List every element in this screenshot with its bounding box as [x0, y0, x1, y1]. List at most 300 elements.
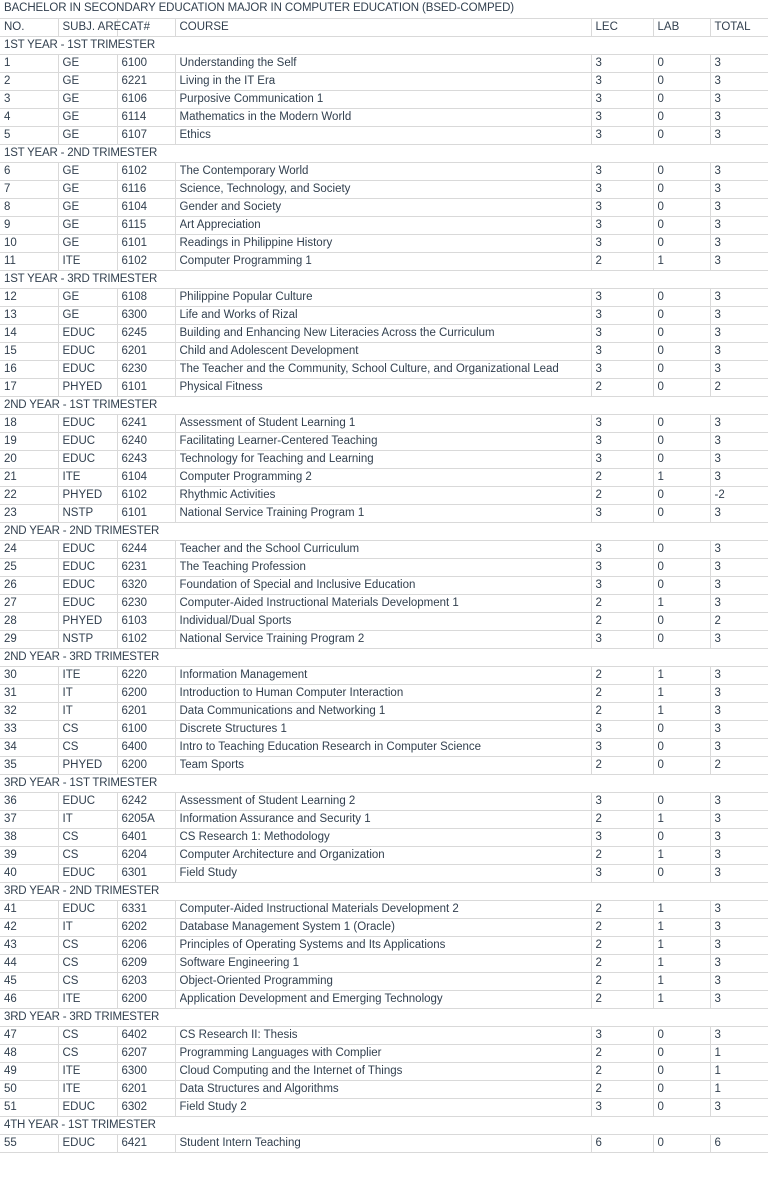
table-row[interactable] [0, 162, 768, 180]
cell-cat-no: 6114 [117, 108, 175, 126]
table-row[interactable] [0, 1026, 768, 1044]
cell-no: 44 [0, 954, 58, 972]
cell-no: 13 [0, 306, 58, 324]
column-header-total: TOTAL [710, 18, 768, 36]
cell-no: 4 [0, 108, 58, 126]
column-header-no: NO. [0, 18, 58, 36]
cell-cat-no: 6242 [117, 792, 175, 810]
cell-course [175, 972, 591, 990]
cell-subject-area: EDUC [58, 558, 117, 576]
cell-cat-no: 6230 [117, 594, 175, 612]
cell-no: 19 [0, 432, 58, 450]
table-row[interactable] [0, 666, 768, 684]
cell-subject-area: ITE [58, 468, 117, 486]
cell-total: 3 [710, 432, 768, 450]
cell-lec: 2 [591, 954, 653, 972]
cell-lab: 1 [653, 684, 710, 702]
cell-course [175, 306, 591, 324]
cell-total: 3 [710, 558, 768, 576]
cell-no: 43 [0, 936, 58, 954]
table-row[interactable] [0, 594, 768, 612]
course-title: Readings in Philippine History [179, 236, 333, 249]
cell-lab: 1 [653, 666, 710, 684]
cell-course [175, 450, 591, 468]
cell-subject-area: EDUC [58, 900, 117, 918]
cell-lec: 2 [591, 702, 653, 720]
table-row[interactable] [0, 630, 768, 648]
table-row[interactable] [0, 864, 768, 882]
cell-subject-area: EDUC [58, 792, 117, 810]
cell-subject-area: GE [58, 72, 117, 90]
cell-no: 48 [0, 1044, 58, 1062]
cell-lab: 1 [653, 594, 710, 612]
table-row[interactable] [0, 180, 768, 198]
cell-course [175, 198, 591, 216]
cell-no: 32 [0, 702, 58, 720]
cell-lab: 0 [653, 612, 710, 630]
cell-total: 3 [710, 198, 768, 216]
document-title-row [0, 0, 768, 18]
cell-course [175, 504, 591, 522]
cell-total: 3 [710, 54, 768, 72]
cell-lab: 0 [653, 558, 710, 576]
cell-course [175, 1044, 591, 1062]
cell-cat-no: 6241 [117, 414, 175, 432]
cell-lec: 3 [591, 90, 653, 108]
cell-lab: 1 [653, 936, 710, 954]
cell-cat-no: 6108 [117, 288, 175, 306]
column-header-subject-area: SUBJ. ARE [58, 18, 117, 36]
cell-course [175, 54, 591, 72]
cell-lab: 0 [653, 540, 710, 558]
cell-lab: 1 [653, 702, 710, 720]
cell-cat-no: 6202 [117, 918, 175, 936]
cell-subject-area: EDUC [58, 540, 117, 558]
table-row[interactable] [0, 342, 768, 360]
cell-no: 29 [0, 630, 58, 648]
cell-lec: 2 [591, 756, 653, 774]
cell-cat-no: 6300 [117, 306, 175, 324]
cell-lab: 0 [653, 1026, 710, 1044]
cell-cat-no: 6220 [117, 666, 175, 684]
cell-cat-no: 6101 [117, 234, 175, 252]
table-row[interactable] [0, 540, 768, 558]
cell-subject-area: IT [58, 684, 117, 702]
course-title: The Contemporary World [179, 164, 309, 177]
cell-cat-no: 6231 [117, 558, 175, 576]
cell-lec: 3 [591, 540, 653, 558]
cell-total: 3 [710, 360, 768, 378]
cell-lab: 0 [653, 72, 710, 90]
cell-no: 3 [0, 90, 58, 108]
cell-lec: 3 [591, 504, 653, 522]
cell-lec: 2 [591, 612, 653, 630]
table-row[interactable] [0, 738, 768, 756]
cell-lec: 3 [591, 288, 653, 306]
cell-cat-no: 6201 [117, 702, 175, 720]
cell-total: 3 [710, 126, 768, 144]
cell-lab: 0 [653, 378, 710, 396]
cell-subject-area: IT [58, 918, 117, 936]
course-title: Life and Works of Rizal [179, 308, 298, 321]
cell-no: 45 [0, 972, 58, 990]
cell-lec: 3 [591, 180, 653, 198]
course-title: Assessment of Student Learning 2 [179, 794, 356, 807]
cell-course [175, 432, 591, 450]
cell-lec: 3 [591, 828, 653, 846]
cell-lec: 2 [591, 252, 653, 270]
table-row[interactable] [0, 54, 768, 72]
table-row[interactable] [0, 288, 768, 306]
cell-no: 31 [0, 684, 58, 702]
course-title: Database Management System 1 (Oracle) [179, 920, 395, 933]
cell-total: 3 [710, 576, 768, 594]
cell-lab: 0 [653, 1098, 710, 1116]
cell-course [175, 720, 591, 738]
course-title: Computer Architecture and Organization [179, 848, 385, 861]
cell-cat-no: 6402 [117, 1026, 175, 1044]
table-row[interactable] [0, 234, 768, 252]
course-title: Cloud Computing and the Internet of Things [179, 1064, 403, 1077]
cell-subject-area: EDUC [58, 450, 117, 468]
section-header-row [0, 144, 768, 162]
cell-subject-area: EDUC [58, 864, 117, 882]
cell-lec: 3 [591, 558, 653, 576]
cell-cat-no: 6116 [117, 180, 175, 198]
cell-lab: 0 [653, 414, 710, 432]
cell-no: 30 [0, 666, 58, 684]
cell-no: 38 [0, 828, 58, 846]
cell-total: 3 [710, 738, 768, 756]
cell-lec: 2 [591, 594, 653, 612]
cell-subject-area: CS [58, 936, 117, 954]
course-title: Data Structures and Algorithms [179, 1082, 339, 1095]
cell-total: 3 [710, 864, 768, 882]
cell-course [175, 936, 591, 954]
cell-lec: 2 [591, 1062, 653, 1080]
cell-course [175, 162, 591, 180]
cell-lec: 2 [591, 900, 653, 918]
cell-cat-no: 6200 [117, 756, 175, 774]
cell-total: 3 [710, 828, 768, 846]
table-row[interactable] [0, 468, 768, 486]
course-title: National Service Training Program 1 [179, 506, 365, 519]
table-row[interactable] [0, 1080, 768, 1098]
cell-lec: 2 [591, 972, 653, 990]
table-row[interactable] [0, 450, 768, 468]
cell-total: 3 [710, 972, 768, 990]
cell-no: 49 [0, 1062, 58, 1080]
course-title: CS Research II: Thesis [179, 1028, 298, 1041]
cell-total: 3 [710, 504, 768, 522]
cell-cat-no: 6104 [117, 198, 175, 216]
table-row[interactable] [0, 378, 768, 396]
cell-total: 3 [710, 810, 768, 828]
table-row[interactable] [0, 414, 768, 432]
cell-lab: 1 [653, 918, 710, 936]
cell-course [175, 666, 591, 684]
table-row[interactable] [0, 216, 768, 234]
table-row[interactable] [0, 990, 768, 1008]
cell-total: 3 [710, 288, 768, 306]
cell-lec: 3 [591, 720, 653, 738]
table-row[interactable] [0, 90, 768, 108]
cell-course [175, 684, 591, 702]
cell-total: 3 [710, 450, 768, 468]
table-row[interactable] [0, 1044, 768, 1062]
course-title: Building and Enhancing New Literacies Across the Curriculum [179, 326, 495, 339]
cell-total: 3 [710, 90, 768, 108]
table-row[interactable] [0, 954, 768, 972]
cell-course [175, 324, 591, 342]
section-header-label: 3RD YEAR - 2ND TRIMESTER [0, 882, 768, 900]
cell-course [175, 414, 591, 432]
cell-lab: 0 [653, 360, 710, 378]
cell-subject-area: GE [58, 180, 117, 198]
course-title: Introduction to Human Computer Interaction [179, 686, 404, 699]
table-row[interactable] [0, 1098, 768, 1116]
cell-total: 3 [710, 234, 768, 252]
course-title: National Service Training Program 2 [179, 632, 365, 645]
cell-total: 3 [710, 954, 768, 972]
cell-subject-area: IT [58, 810, 117, 828]
cell-lab: 0 [653, 630, 710, 648]
course-title: Field Study [179, 866, 238, 879]
table-row[interactable] [0, 360, 768, 378]
table-row[interactable] [0, 252, 768, 270]
cell-subject-area: EDUC [58, 576, 117, 594]
table-row[interactable] [0, 810, 768, 828]
cell-total: 6 [710, 1134, 768, 1152]
cell-no: 1 [0, 54, 58, 72]
cell-no: 39 [0, 846, 58, 864]
cell-lab: 0 [653, 738, 710, 756]
cell-lab: 1 [653, 954, 710, 972]
table-row[interactable] [0, 972, 768, 990]
table-row[interactable] [0, 720, 768, 738]
cell-subject-area: GE [58, 108, 117, 126]
cell-no: 17 [0, 378, 58, 396]
cell-lec: 3 [591, 126, 653, 144]
table-row[interactable] [0, 828, 768, 846]
cell-lec: 2 [591, 1044, 653, 1062]
table-row[interactable] [0, 72, 768, 90]
table-row[interactable] [0, 486, 768, 504]
cell-total: 3 [710, 414, 768, 432]
cell-total: 3 [710, 900, 768, 918]
table-row[interactable] [0, 108, 768, 126]
cell-no: 50 [0, 1080, 58, 1098]
section-header-label: 2ND YEAR - 1ST TRIMESTER [0, 396, 768, 414]
cell-lec: 3 [591, 792, 653, 810]
cell-no: 22 [0, 486, 58, 504]
cell-total: 3 [710, 72, 768, 90]
section-header-label: 4TH YEAR - 1ST TRIMESTER [0, 1116, 768, 1134]
column-header-cat-no: CAT# [117, 18, 175, 36]
cell-total: 3 [710, 342, 768, 360]
cell-no: 46 [0, 990, 58, 1008]
cell-no: 12 [0, 288, 58, 306]
cell-lec: 2 [591, 684, 653, 702]
table-row[interactable] [0, 558, 768, 576]
table-row[interactable] [0, 504, 768, 522]
cell-lec: 2 [591, 990, 653, 1008]
cell-total: 1 [710, 1044, 768, 1062]
cell-cat-no: 6200 [117, 684, 175, 702]
table-row[interactable] [0, 918, 768, 936]
cell-subject-area: GE [58, 306, 117, 324]
cell-lab: 1 [653, 846, 710, 864]
cell-subject-area: PHYED [58, 756, 117, 774]
cell-lec: 3 [591, 864, 653, 882]
cell-total: 3 [710, 468, 768, 486]
cell-cat-no: 6301 [117, 864, 175, 882]
section-header-label: 1ST YEAR - 3RD TRIMESTER [0, 270, 768, 288]
table-row[interactable] [0, 576, 768, 594]
cell-course [175, 468, 591, 486]
cell-total: 2 [710, 756, 768, 774]
cell-lec: 2 [591, 468, 653, 486]
course-title: Software Engineering 1 [179, 956, 300, 969]
cell-course [175, 738, 591, 756]
cell-lec: 3 [591, 1026, 653, 1044]
cell-no: 36 [0, 792, 58, 810]
section-header-label: 3RD YEAR - 3RD TRIMESTER [0, 1008, 768, 1026]
cell-no: 5 [0, 126, 58, 144]
cell-course [175, 378, 591, 396]
course-title: Computer Programming 2 [179, 470, 312, 483]
table-row[interactable] [0, 612, 768, 630]
cell-cat-no: 6100 [117, 54, 175, 72]
cell-lab: 0 [653, 720, 710, 738]
cell-lec: 3 [591, 576, 653, 594]
cell-cat-no: 6102 [117, 252, 175, 270]
section-header-label: 2ND YEAR - 2ND TRIMESTER [0, 522, 768, 540]
cell-lec: 2 [591, 846, 653, 864]
cell-subject-area: CS [58, 1044, 117, 1062]
cell-no: 28 [0, 612, 58, 630]
cell-lec: 3 [591, 738, 653, 756]
cell-cat-no: 6244 [117, 540, 175, 558]
cell-lab: 1 [653, 972, 710, 990]
cell-lec: 3 [591, 342, 653, 360]
cell-lab: 0 [653, 1044, 710, 1062]
cell-subject-area: PHYED [58, 486, 117, 504]
cell-lab: 0 [653, 756, 710, 774]
course-title: Computer-Aided Instructional Materials Development 2 [179, 902, 459, 915]
table-row[interactable] [0, 432, 768, 450]
cell-no: 27 [0, 594, 58, 612]
cell-course [175, 288, 591, 306]
cell-total: 3 [710, 594, 768, 612]
cell-no: 2 [0, 72, 58, 90]
column-header-lec: LEC [591, 18, 653, 36]
cell-cat-no: 6230 [117, 360, 175, 378]
cell-lec: 2 [591, 1080, 653, 1098]
cell-cat-no: 6320 [117, 576, 175, 594]
cell-total: 3 [710, 252, 768, 270]
section-header-label: 3RD YEAR - 1ST TRIMESTER [0, 774, 768, 792]
section-header-row [0, 774, 768, 792]
cell-no: 25 [0, 558, 58, 576]
table-row[interactable] [0, 936, 768, 954]
table-row[interactable] [0, 126, 768, 144]
cell-total: 3 [710, 1026, 768, 1044]
cell-course [175, 918, 591, 936]
cell-subject-area: GE [58, 54, 117, 72]
table-row[interactable] [0, 846, 768, 864]
course-title: Programming Languages with Complier [179, 1046, 382, 1059]
cell-total: 1 [710, 1080, 768, 1098]
course-title: Living in the IT Era [179, 74, 276, 87]
course-title: Data Communications and Networking 1 [179, 704, 386, 717]
table-row[interactable] [0, 1134, 768, 1152]
table-row[interactable] [0, 756, 768, 774]
cell-lab: 0 [653, 1062, 710, 1080]
cell-cat-no: 6102 [117, 630, 175, 648]
cell-course [175, 954, 591, 972]
cell-course [175, 342, 591, 360]
table-row[interactable] [0, 1062, 768, 1080]
cell-no: 20 [0, 450, 58, 468]
table-row[interactable] [0, 324, 768, 342]
cell-cat-no: 6104 [117, 468, 175, 486]
cell-course [175, 108, 591, 126]
cell-total: 3 [710, 936, 768, 954]
cell-cat-no: 6103 [117, 612, 175, 630]
table-row[interactable] [0, 792, 768, 810]
cell-total: 3 [710, 540, 768, 558]
cell-cat-no: 6106 [117, 90, 175, 108]
table-row[interactable] [0, 306, 768, 324]
table-row[interactable] [0, 198, 768, 216]
table-row[interactable] [0, 684, 768, 702]
cell-no: 23 [0, 504, 58, 522]
table-row[interactable] [0, 702, 768, 720]
cell-course [175, 180, 591, 198]
table-row[interactable] [0, 900, 768, 918]
course-title: Student Intern Teaching [179, 1136, 301, 1149]
course-title: Field Study 2 [179, 1100, 247, 1113]
section-header-label: 1ST YEAR - 2ND TRIMESTER [0, 144, 768, 162]
section-header-row [0, 522, 768, 540]
cell-total: 3 [710, 846, 768, 864]
cell-lec: 2 [591, 918, 653, 936]
cell-no: 18 [0, 414, 58, 432]
cell-subject-area: GE [58, 234, 117, 252]
cell-lab: 0 [653, 126, 710, 144]
course-title: Purposive Communication 1 [179, 92, 324, 105]
cell-subject-area: EDUC [58, 1098, 117, 1116]
column-header-course: COURSE [175, 18, 591, 36]
course-title: Individual/Dual Sports [179, 614, 292, 627]
cell-cat-no: 6209 [117, 954, 175, 972]
cell-total: 3 [710, 684, 768, 702]
cell-subject-area: IT [58, 702, 117, 720]
course-title: Foundation of Special and Inclusive Education [179, 578, 416, 591]
cell-subject-area: EDUC [58, 342, 117, 360]
cell-course [175, 540, 591, 558]
course-title: Intro to Teaching Education Research in Computer Science [179, 740, 482, 753]
cell-lab: 0 [653, 504, 710, 522]
cell-lec: 3 [591, 198, 653, 216]
cell-subject-area: GE [58, 216, 117, 234]
course-title: Assessment of Student Learning 1 [179, 416, 356, 429]
cell-total: 3 [710, 720, 768, 738]
cell-lec: 3 [591, 432, 653, 450]
course-title: Computer Programming 1 [179, 254, 312, 267]
cell-lec: 6 [591, 1134, 653, 1152]
